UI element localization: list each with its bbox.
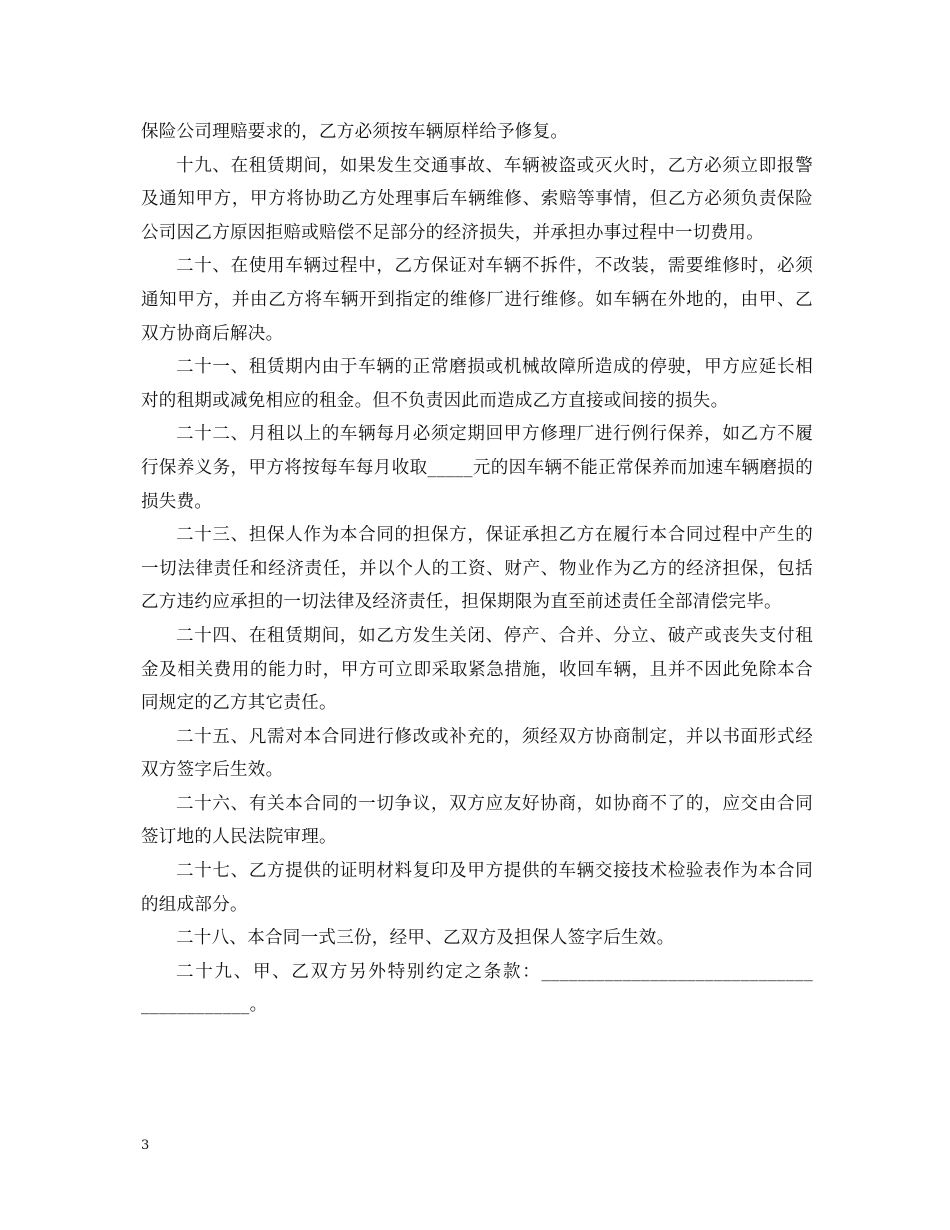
clause-25: 二十五、凡需对本合同进行修改或补充的，须经双方协商制定，并以书面形式经双方签字后生效。 bbox=[141, 726, 813, 781]
clause-29: 二十九、甲、乙双方另外特别约定之条款：______________________________ ____________。 bbox=[141, 961, 813, 1016]
clause-23: 二十三、担保人作为本合同的担保方，保证承担乙方在履行本合同过程中产生的一切法律责任和经济责任，并以个人的工资、财产、物业作为乙方的经济担保，包括乙方违约应承担的一切法律及经济责任，担保期限为直至前述责任全部清偿完毕。 bbox=[141, 525, 813, 613]
clause-22: 二十二、月租以上的车辆每月必须定期回甲方修理厂进行例行保养，如乙方不履行保养义务，甲方将按每车每月收取_____元的因车辆不能正常保养而加速车辆磨损的损失费。 bbox=[141, 424, 813, 512]
clause-27: 二十七、乙方提供的证明材料复印及甲方提供的车辆交接技术检验表作为本合同的组成部分。 bbox=[141, 861, 813, 915]
paragraph-continuation: 保险公司理赔要求的，乙方必须按车辆原样给予修复。 bbox=[141, 122, 569, 142]
clause-19: 十九、在租赁期间，如果发生交通事故、车辆被盗或灭火时，乙方必须立即报警及通知甲方，甲方将协助乙方处理事后车辆维修、索赔等事情，但乙方必须负责保险公司因乙方原因拒赔或赔偿不足部分的经济损失，并承担办事过程中一切费用。 bbox=[141, 155, 813, 243]
clause-28: 二十八、本合同一式三份，经甲、乙双方及担保人签字后生效。 bbox=[176, 928, 675, 949]
clause-26: 二十六、有关本合同的一切争议，双方应友好协商，如协商不了的，应交由合同签订地的人民法院审理。 bbox=[141, 793, 813, 848]
clause-20: 二十、在使用车辆过程中，乙方保证对车辆不拆件，不改装，需要维修时，必须通知甲方，并由乙方将车辆开到指定的维修厂进行维修。如车辆在外地的，由甲、乙双方协商后解决。 bbox=[141, 256, 813, 344]
page-number: 3 bbox=[141, 1138, 150, 1153]
contract-body bbox=[141, 116, 813, 1023]
clause-21: 二十一、租赁期内由于车辆的正常磨损或机械故障所造成的停驶，甲方应延长相对的租期或减免相应的租金。但不负责因此而造成乙方直接或间接的损失。 bbox=[141, 357, 813, 411]
clause-24: 二十四、在租赁期间，如乙方发生关闭、停产、合并、分立、破产或丧失支付租金及相关费用的能力时，甲方可立即采取紧急措施，收回车辆，且并不因此免除本合同规定的乙方其它责任。 bbox=[141, 625, 813, 714]
